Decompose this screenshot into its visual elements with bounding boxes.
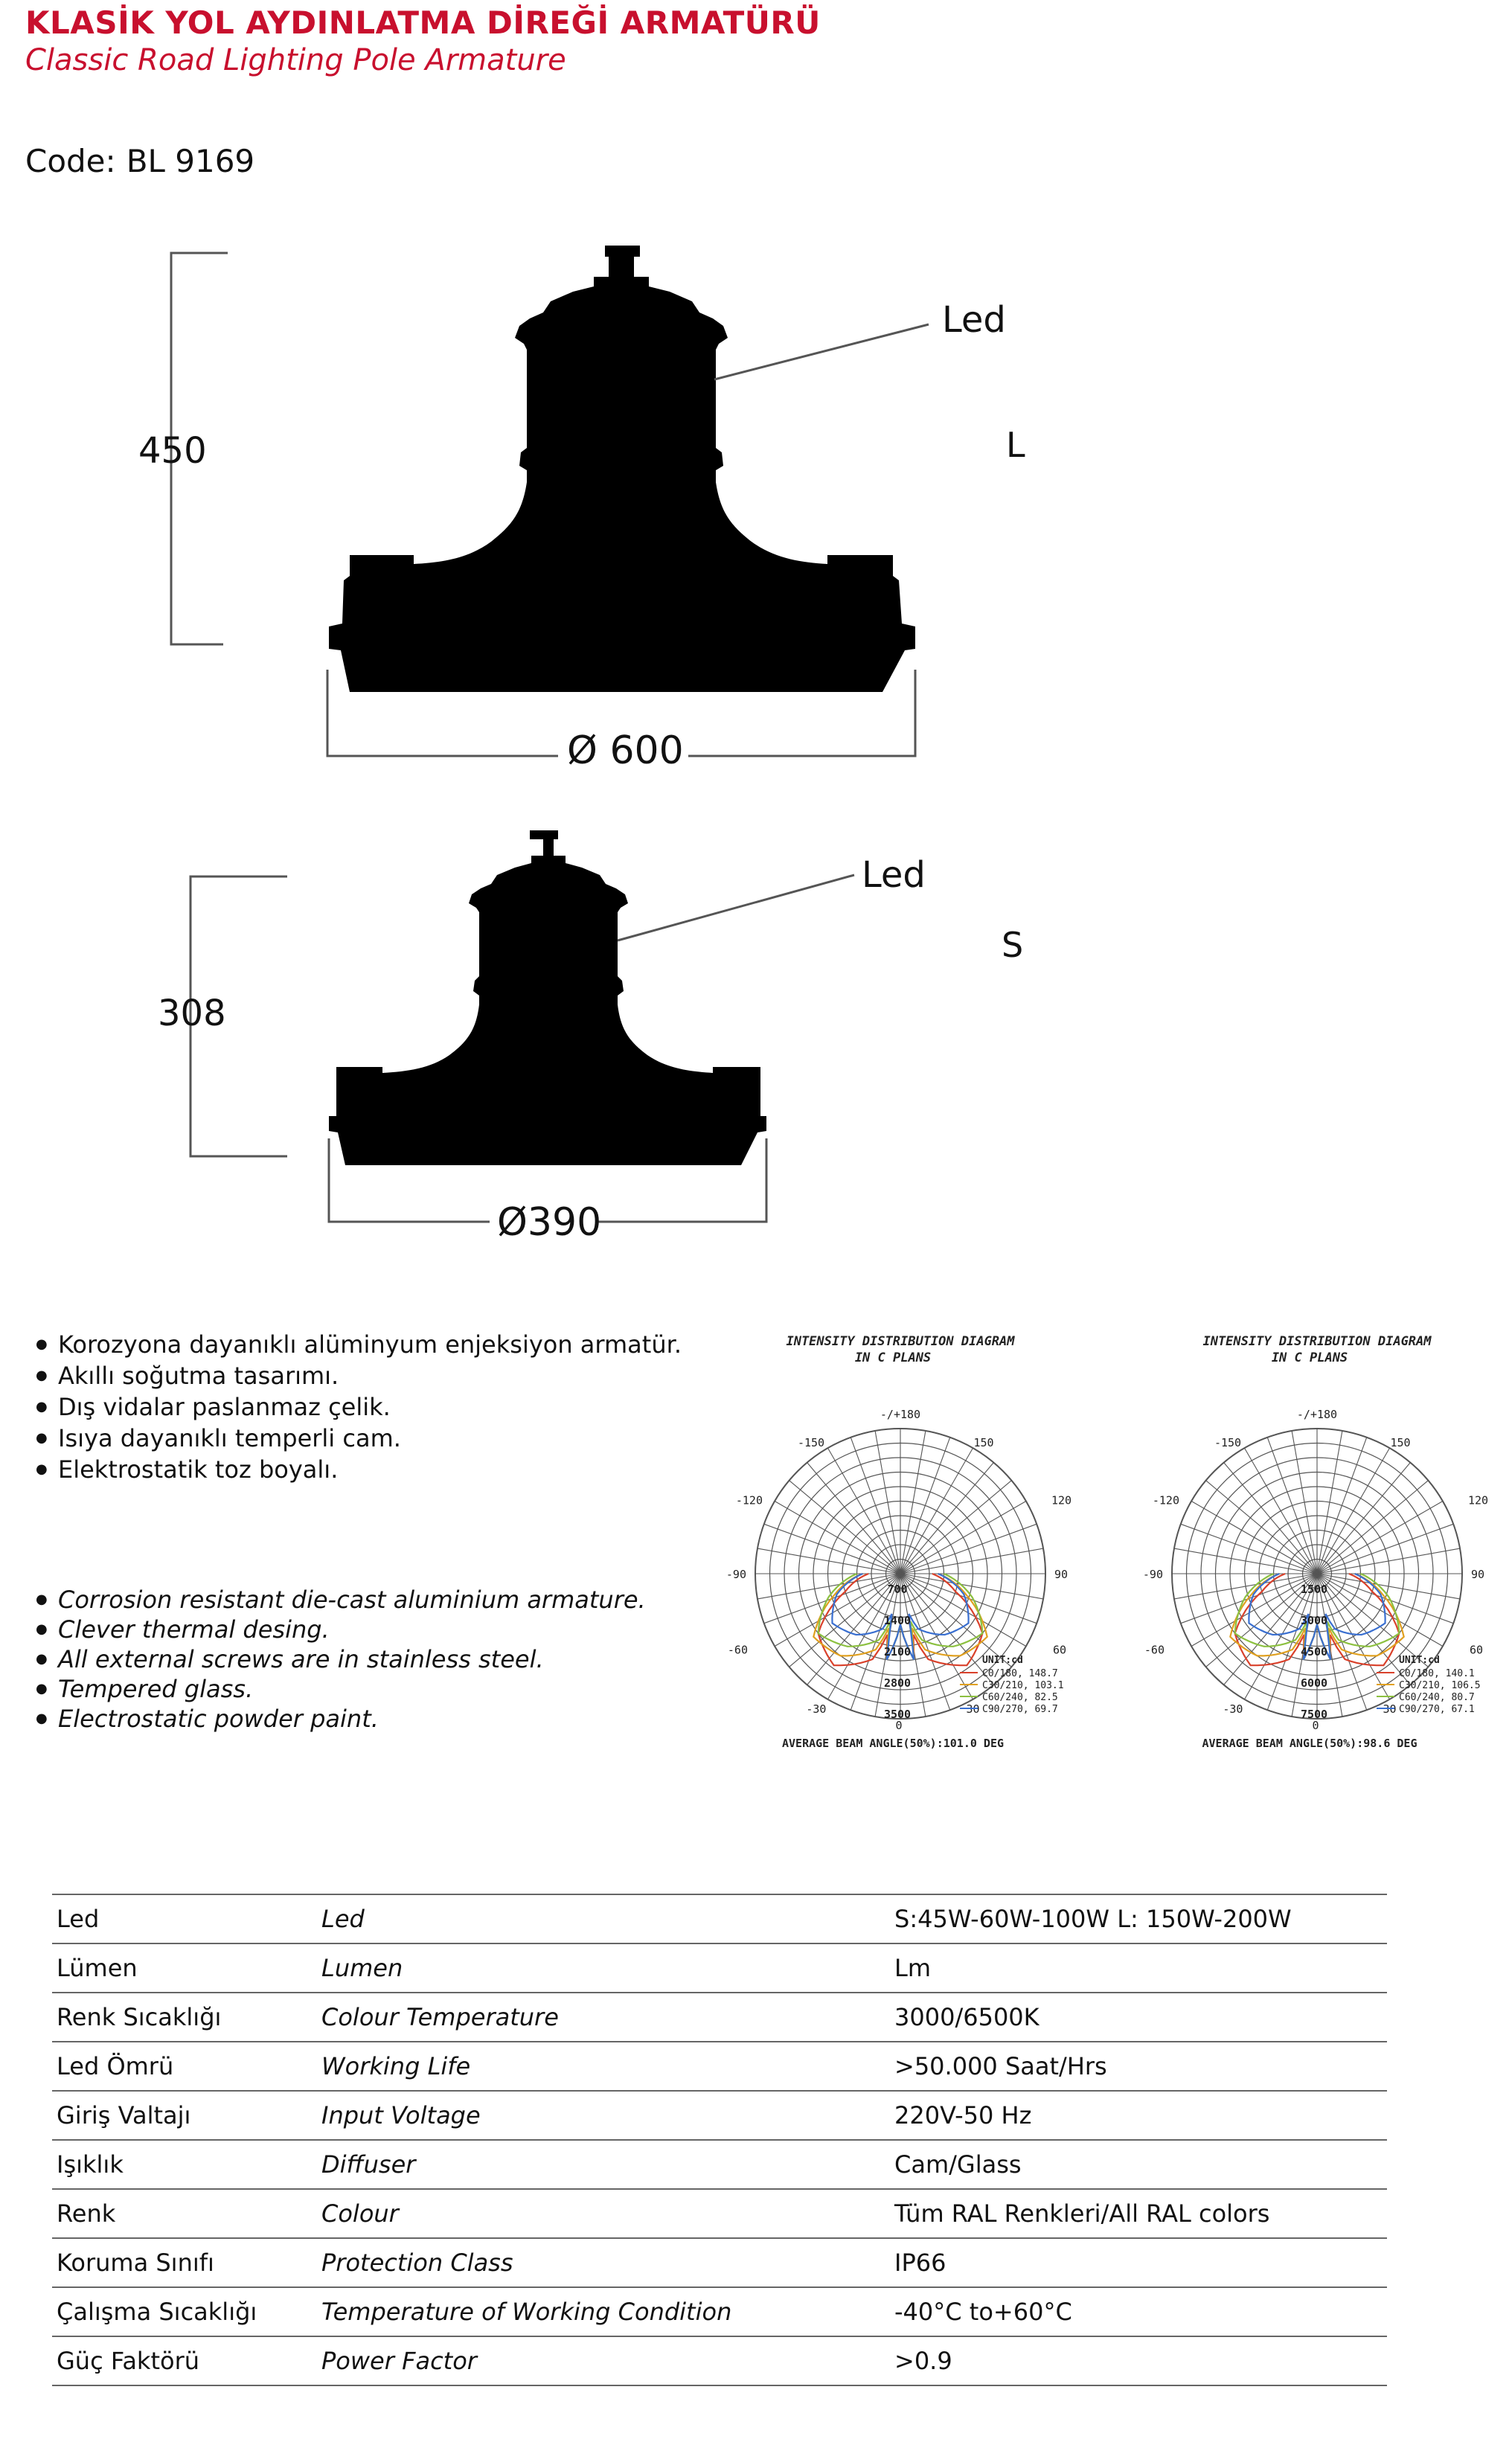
small-led-callout: Led <box>862 854 926 896</box>
table-row <box>52 2140 1387 2189</box>
feature-tr-item: ● Dış vidalar paslanmaz çelik. <box>36 1391 682 1423</box>
spec-label-en: Lumen <box>321 1943 894 1993</box>
diagram-subtitle: IN C PLANS <box>1271 1350 1348 1365</box>
spec-value: Lm <box>894 1943 1387 1993</box>
angle-label: -60 <box>1144 1643 1165 1657</box>
radial-value-label: 2100 <box>883 1645 912 1659</box>
angle-label: -90 <box>725 1568 746 1581</box>
code-label: Code: <box>25 143 116 179</box>
spec-label-en: Colour Temperature <box>321 1993 894 2042</box>
large-led-callout: Led <box>942 299 1006 341</box>
small-height-label: 308 <box>158 993 226 1034</box>
angle-label: -150 <box>1214 1436 1242 1449</box>
spec-label-tr: Lümen <box>52 1943 321 1993</box>
radial-value-label: 2800 <box>883 1676 912 1690</box>
angle-label: 90 <box>1054 1568 1069 1581</box>
spec-value: >0.9 <box>894 2336 1387 2385</box>
angle-label: -60 <box>727 1643 748 1657</box>
feature-en-item: ● Electrostatic powder paint. <box>36 1704 646 1734</box>
feature-en-item: ● Clever thermal desing. <box>36 1615 646 1644</box>
angle-label: -30 <box>806 1702 827 1717</box>
feature-en-item: ● All external screws are in stainless steel. <box>36 1644 646 1674</box>
diagram-title: INTENSITY DISTRIBUTION DIAGRAM <box>1202 1334 1432 1349</box>
feature-en-item: ● Corrosion resistant die-cast aluminium armature. <box>36 1585 646 1615</box>
spec-label-en: Diffuser <box>321 2140 894 2189</box>
title-turkish: KLASİK YOL AYDINLATMA DİREĞİ ARMATÜRÜ <box>25 4 821 41</box>
spec-value: IP66 <box>894 2238 1387 2287</box>
radial-value-label: 1500 <box>1300 1583 1328 1596</box>
beam-angle-note: AVERAGE BEAM ANGLE(50%):101.0 DEG <box>781 1737 1005 1750</box>
features-english-list <box>36 1585 646 1734</box>
angle-label: 0 <box>895 1719 903 1732</box>
table-row <box>52 1943 1387 1993</box>
title-english: Classic Road Lighting Pole Armature <box>25 43 566 77</box>
angle-label: 90 <box>1471 1568 1485 1581</box>
diagram-subtitle: IN C PLANS <box>854 1350 932 1365</box>
angle-label: 30 <box>966 1702 980 1717</box>
spec-label-tr: Güç Faktörü <box>52 2336 321 2385</box>
angle-label: -/+180 <box>880 1408 921 1421</box>
radial-value-label: 700 <box>887 1583 908 1596</box>
angle-label: -150 <box>797 1436 825 1449</box>
table-row <box>52 2287 1387 2336</box>
table-row <box>52 2091 1387 2140</box>
table-row <box>52 2189 1387 2238</box>
spec-value: -40°C to+60°C <box>894 2287 1387 2336</box>
table-row <box>52 1894 1387 1943</box>
angle-label: 30 <box>1383 1702 1397 1717</box>
legend-unit: UNIT:cd <box>982 1655 1023 1666</box>
large-armature-drawing <box>138 246 1025 773</box>
feature-tr-item: ● Korozyona dayanıklı alüminyum enjeksiyon armatür. <box>36 1329 682 1360</box>
spec-value: Cam/Glass <box>894 2140 1387 2189</box>
table-row <box>52 2238 1387 2287</box>
feature-tr-item: ● Isıya dayanıklı temperli cam. <box>36 1423 682 1454</box>
diagram-title: INTENSITY DISTRIBUTION DIAGRAM <box>786 1334 1015 1349</box>
large-armature-silhouette <box>329 246 915 692</box>
spec-label-tr: Koruma Sınıfı <box>52 2238 321 2287</box>
spec-label-tr: Led <box>52 1894 321 1943</box>
features-turkish-list <box>36 1329 682 1485</box>
radial-value-label: 1400 <box>883 1614 912 1627</box>
legend-entry: C90/270, 67.1 <box>1399 1704 1475 1715</box>
large-size-label: L <box>1006 425 1025 465</box>
angle-label: -120 <box>1152 1493 1179 1507</box>
angle-label: -120 <box>735 1493 763 1507</box>
feature-tr-item: ● Akıllı soğutma tasarımı. <box>36 1360 682 1391</box>
spec-label-tr: Işıklık <box>52 2140 321 2189</box>
small-armature-drawing <box>158 830 1023 1245</box>
legend-entry: C30/210, 106.5 <box>1399 1680 1481 1691</box>
specifications-table <box>52 1894 1387 2386</box>
legend-entry: C30/210, 103.1 <box>982 1680 1064 1691</box>
spec-value: >50.000 Saat/Hrs <box>894 2042 1387 2091</box>
spec-label-en: Input Voltage <box>321 2091 894 2140</box>
angle-label: 150 <box>973 1436 994 1449</box>
spec-value: S:45W-60W-100W L: 150W-200W <box>894 1894 1387 1943</box>
spec-label-en: Led <box>321 1894 894 1943</box>
spec-value: 3000/6500K <box>894 1993 1387 2042</box>
spec-label-en: Colour <box>321 2189 894 2238</box>
legend-entry: C90/270, 69.7 <box>982 1704 1058 1715</box>
table-row <box>52 2042 1387 2091</box>
angle-label: 120 <box>1051 1493 1072 1507</box>
angle-label: 60 <box>1053 1643 1067 1657</box>
angle-label: 60 <box>1470 1643 1484 1657</box>
radial-value-label: 3000 <box>1300 1614 1328 1627</box>
feature-en-item: ● Tempered glass. <box>36 1674 646 1704</box>
radial-value-label: 7500 <box>1300 1708 1328 1721</box>
small-size-label: S <box>1002 925 1024 965</box>
small-diameter-label: Ø390 <box>497 1200 602 1245</box>
spec-label-en: Protection Class <box>321 2238 894 2287</box>
intensity-diagram-right <box>1138 1324 1511 1771</box>
angle-label: -30 <box>1223 1702 1243 1717</box>
legend-entry: C0/180, 148.7 <box>982 1668 1058 1679</box>
intensity-diagram-left <box>714 1324 1101 1771</box>
spec-value: 220V-50 Hz <box>894 2091 1387 2140</box>
legend-entry: C60/240, 82.5 <box>982 1692 1058 1703</box>
large-height-label: 450 <box>138 430 207 472</box>
small-armature-silhouette <box>329 830 766 1165</box>
angle-label: 150 <box>1390 1436 1411 1449</box>
table-row <box>52 1993 1387 2042</box>
spec-label-tr: Renk Sıcaklığı <box>52 1993 321 2042</box>
legend-entry: C0/180, 140.1 <box>1399 1668 1475 1679</box>
table-row <box>52 2336 1387 2385</box>
radial-value-label: 4500 <box>1300 1645 1328 1659</box>
angle-label: -90 <box>1142 1568 1163 1581</box>
spec-value: Tüm RAL Renkleri/All RAL colors <box>894 2189 1387 2238</box>
radial-value-label: 3500 <box>883 1708 912 1721</box>
beam-angle-note: AVERAGE BEAM ANGLE(50%):98.6 DEG <box>1202 1737 1418 1750</box>
feature-tr-item: ● Elektrostatik toz boyalı. <box>36 1454 682 1485</box>
angle-label: 0 <box>1312 1719 1319 1732</box>
legend-entry: C60/240, 80.7 <box>1399 1692 1475 1703</box>
angle-label: 120 <box>1468 1493 1489 1507</box>
spec-label-tr: Renk <box>52 2189 321 2238</box>
spec-label-en: Working Life <box>321 2042 894 2091</box>
radial-value-label: 6000 <box>1300 1676 1328 1690</box>
spec-label-tr: Led Ömrü <box>52 2042 321 2091</box>
spec-label-tr: Çalışma Sıcaklığı <box>52 2287 321 2336</box>
spec-label-en: Temperature of Working Condition <box>321 2287 894 2336</box>
legend-unit: UNIT:cd <box>1399 1655 1440 1666</box>
large-diameter-label: Ø 600 <box>567 728 684 773</box>
spec-label-en: Power Factor <box>321 2336 894 2385</box>
code-value: BL 9169 <box>126 143 255 179</box>
angle-label: -/+180 <box>1296 1408 1338 1421</box>
spec-label-tr: Giriş Valtajı <box>52 2091 321 2140</box>
